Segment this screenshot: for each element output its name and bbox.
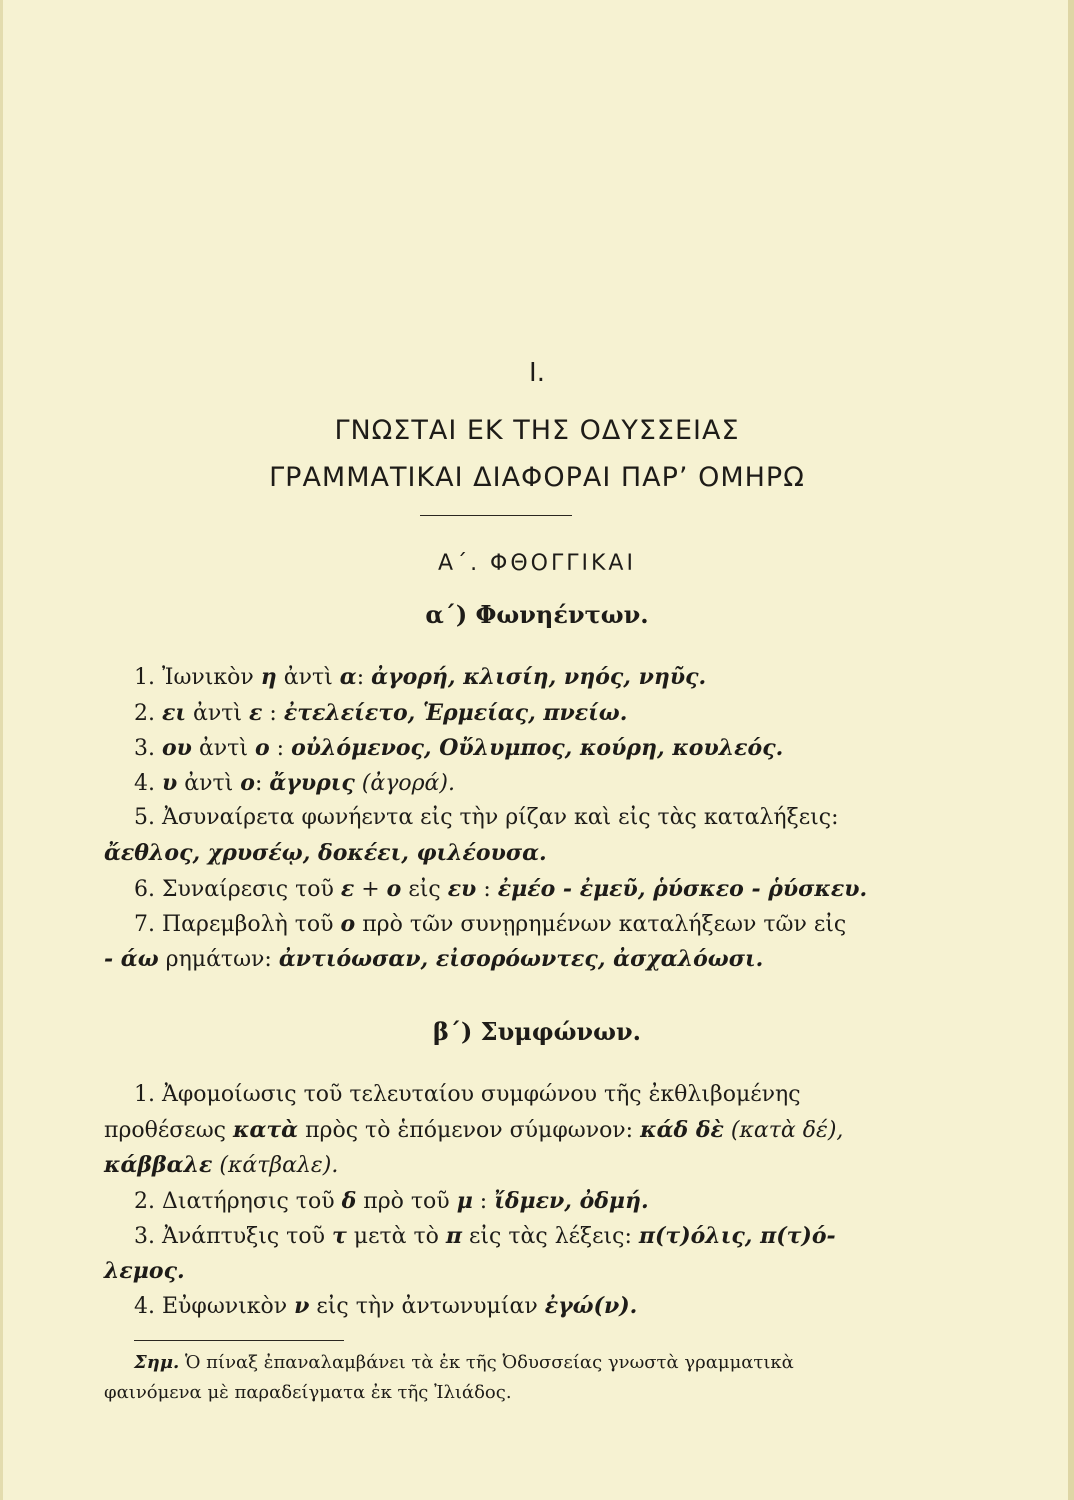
list-item: 3. ου ἀντὶ ο : οὐλόμενος, Οὔλυμπος, κούρη, κουλεός. xyxy=(134,735,784,761)
footnote-line1: Σημ. Ὁ πίναξ ἐπαναλαμβάνει τὰ ἐκ τῆς Ὀδυσσείας γνωστὰ γραμματικὰ xyxy=(134,1352,794,1373)
list-item: 4. υ ἀντὶ ο: ἄγυρις (ἀγορά). xyxy=(134,770,455,796)
list-item: 4. Εὐφωνικὸν ν εἰς τὴν ἀντωνυμίαν ἐγώ(ν). xyxy=(134,1293,638,1319)
list-item: 1. Ἰωνικὸν η ἀντὶ α: ἀγορή, κλισίη, νηός, νηῦς. xyxy=(134,664,707,690)
list-item: 3. Ἀνάπτυξις τοῦ τ μετὰ τὸ π εἰς τὰς λέξεις: π(τ)όλις, π(τ)ό- xyxy=(134,1223,836,1249)
list-item: 6. Συναίρεσις τοῦ ε + ο εἰς ευ : ἐμέο - ἐμεῦ, ῥύσκεο - ῥύσκευ. xyxy=(134,876,868,902)
list-item: 1. Ἀφομοίωσις τοῦ τελευταίου συμφώνου τῆς ἐκθλιβομένης xyxy=(134,1082,801,1107)
footnote-line2: φαινόμενα μὲ παραδείγματα ἐκ τῆς Ἰλιάδος. xyxy=(104,1382,512,1403)
chapter-title-line2: ΓΡΑΜΜΑΤΙΚΑΙ ΔΙΑΦΟΡΑΙ ΠΑΡ’ ΟΜΗΡΩ xyxy=(269,462,805,493)
title-divider xyxy=(420,515,572,516)
list-item: 2. Διατήρησις τοῦ δ πρὸ τοῦ μ : ἴδμεν, ὀδμή. xyxy=(134,1188,649,1214)
list-item-continuation: λεμος. xyxy=(104,1258,185,1284)
section-heading: Α΄. ΦΘΟΓΓΙΚΑΙ xyxy=(438,551,636,576)
subsection-consonants-heading: β΄) Συμφώνων. xyxy=(433,1017,641,1046)
list-item-continuation: ἄεθλος, χρυσέῳ, δοκέει, φιλέουσα. xyxy=(104,840,547,866)
list-item: 5. Ἀσυναίρετα φωνήεντα εἰς τὴν ρίζαν καὶ εἰς τὰς καταλήξεις: xyxy=(134,805,839,830)
subsection-vowels-heading: α΄) Φωνηέντων. xyxy=(425,600,649,629)
list-item: 2. ει ἀντὶ ε : ἐτελείετο, Ἑρμείας, πνείω. xyxy=(134,700,628,726)
list-item-continuation: κάββαλε (κάτβαλε). xyxy=(104,1152,339,1178)
footnote-divider xyxy=(134,1340,344,1341)
list-item: 7. Παρεμβολὴ τοῦ ο πρὸ τῶν συνῃρημένων καταλήξεων τῶν εἰς xyxy=(134,911,847,937)
list-item-continuation: προθέσεως κατὰ πρὸς τὸ ἑπόμενον σύμφωνον: κάδ δὲ (κατὰ δέ), xyxy=(104,1117,844,1143)
list-item-continuation: - άω ρημάτων: ἀντιόωσαν, εἰσορόωντες, ἀσχαλόωσι. xyxy=(104,946,764,972)
chapter-title-line1: ΓΝΩΣΤΑΙ ΕΚ ΤΗΣ ΟΔΥΣΣΕΙΑΣ xyxy=(334,415,740,446)
chapter-number: I. xyxy=(529,358,545,388)
